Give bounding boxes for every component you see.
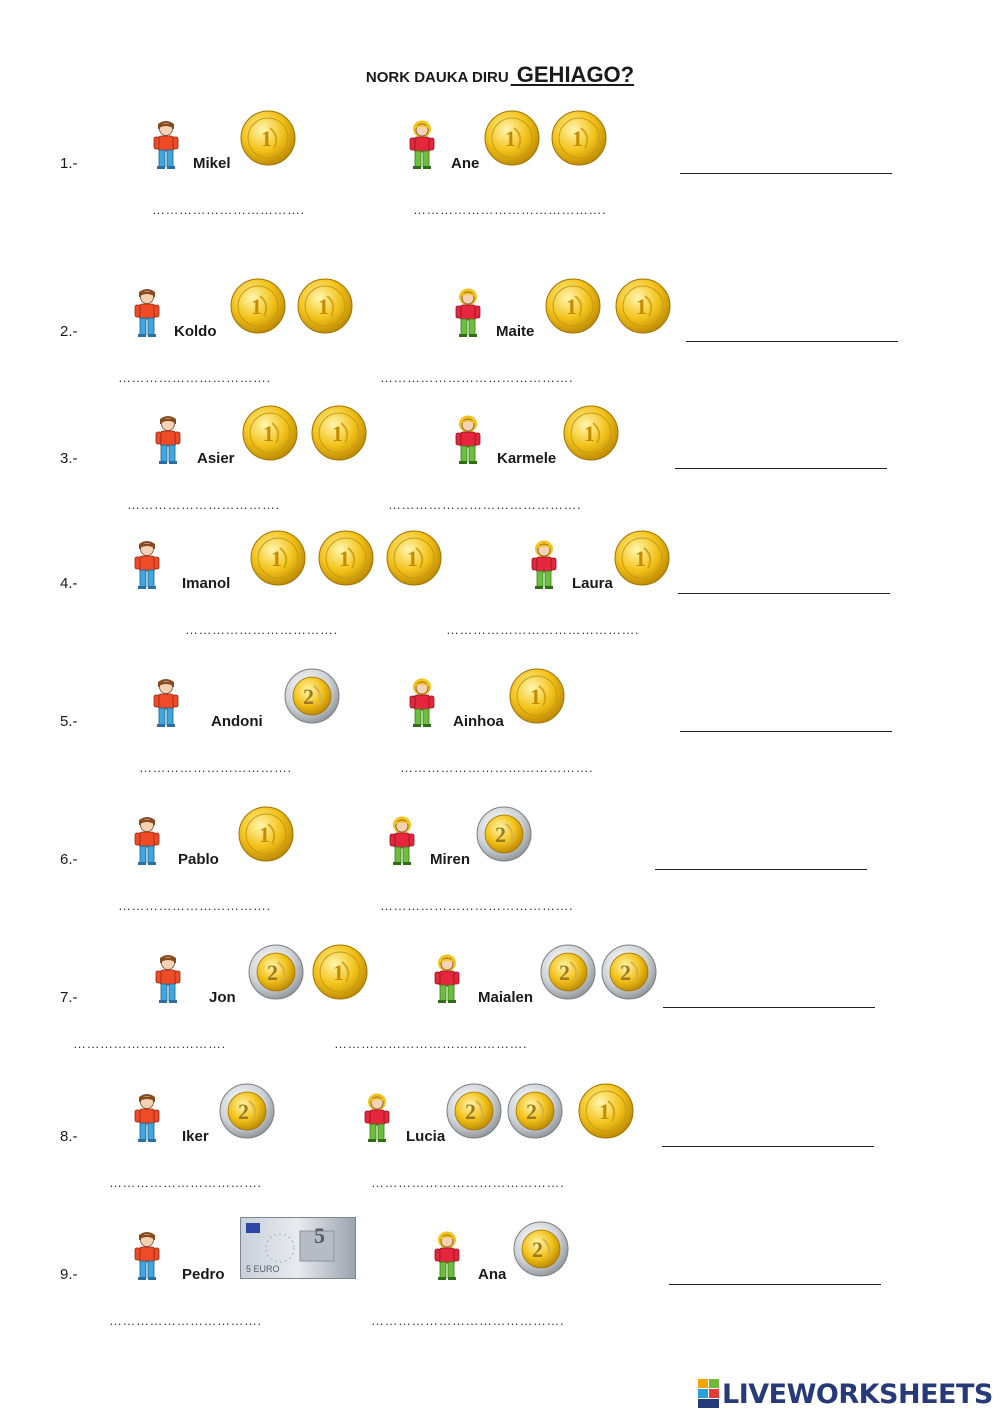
child-name: Laura [572, 575, 613, 592]
one-euro-coin [545, 278, 601, 334]
svg-text:1: 1 [318, 294, 329, 319]
worksheet-title [0, 62, 1000, 88]
child-name: Andoni [211, 713, 263, 730]
child-name: Iker [182, 1128, 209, 1145]
answer-line[interactable] [675, 468, 887, 469]
row-number: 3.- [60, 450, 78, 467]
svg-text:1: 1 [635, 546, 646, 571]
svg-text:1: 1 [566, 294, 577, 319]
answer-dots[interactable]: ……………………………. [118, 898, 271, 913]
svg-text:5: 5 [314, 1223, 325, 1248]
one-euro-coin [297, 278, 353, 334]
answer-line[interactable] [663, 1007, 875, 1008]
girl-icon [363, 1093, 391, 1143]
svg-text:5 EURO: 5 EURO [246, 1264, 280, 1274]
one-euro-coin [312, 944, 368, 1000]
answer-dots[interactable]: ……………………………. [127, 497, 280, 512]
answer-line[interactable] [686, 341, 898, 342]
svg-text:1: 1 [263, 421, 274, 446]
answer-line[interactable] [662, 1146, 874, 1147]
svg-text:2: 2 [465, 1099, 476, 1124]
two-euro-coin [476, 806, 532, 862]
girl-icon [530, 540, 558, 590]
one-euro-coin [311, 405, 367, 461]
one-euro-coin [242, 405, 298, 461]
row-number: 2.- [60, 323, 78, 340]
two-euro-coin [540, 944, 596, 1000]
svg-text:2: 2 [526, 1099, 537, 1124]
answer-line[interactable] [669, 1284, 881, 1285]
svg-text:2: 2 [238, 1099, 249, 1124]
svg-text:1: 1 [636, 294, 647, 319]
boy-icon [152, 678, 180, 728]
one-euro-coin [509, 668, 565, 724]
svg-text:1: 1 [251, 294, 262, 319]
svg-text:1: 1 [505, 126, 516, 151]
child-name: Ana [478, 1266, 507, 1283]
liveworksheets-icon [698, 1379, 720, 1409]
svg-text:1: 1 [271, 546, 282, 571]
row-number: 4.- [60, 575, 78, 592]
girl-icon [408, 120, 436, 170]
answer-dots[interactable]: ……………………………………. [334, 1036, 528, 1051]
two-euro-coin [601, 944, 657, 1000]
girl-icon [433, 1231, 461, 1281]
child-name: Miren [430, 851, 471, 868]
answer-dots[interactable]: ……………………………. [152, 202, 305, 217]
boy-icon [133, 1231, 161, 1281]
svg-text:1: 1 [339, 546, 350, 571]
boy-icon [154, 954, 182, 1004]
answer-dots[interactable]: ……………………………. [118, 370, 271, 385]
svg-text:1: 1 [259, 822, 270, 847]
girl-icon [454, 415, 482, 465]
boy-icon [133, 816, 161, 866]
title-text: NORK DAUKA DIRU [365, 69, 509, 86]
row-number: 9.- [60, 1266, 78, 1283]
row-number: 8.- [60, 1128, 78, 1145]
svg-text:1: 1 [407, 546, 418, 571]
child-name: Koldo [174, 323, 217, 340]
one-euro-coin [614, 530, 670, 586]
two-euro-coin [513, 1221, 569, 1277]
answer-dots[interactable]: ……………………………………. [380, 370, 574, 385]
svg-text:1: 1 [333, 960, 344, 985]
child-name: Imanol [182, 575, 231, 592]
one-euro-coin [484, 110, 540, 166]
row-number: 7.- [60, 989, 78, 1006]
answer-dots[interactable]: ……………………………………. [371, 1175, 565, 1190]
answer-line[interactable] [678, 593, 890, 594]
child-name: Maite [496, 323, 535, 340]
one-euro-coin [615, 278, 671, 334]
girl-icon [388, 816, 416, 866]
title-emphasis: GEHIAGO? [510, 62, 635, 87]
child-name: Mikel [193, 155, 231, 172]
two-euro-coin [507, 1083, 563, 1139]
one-euro-coin [318, 530, 374, 586]
svg-text:1: 1 [530, 684, 541, 709]
answer-dots[interactable]: ……………………………………. [380, 898, 574, 913]
row-number: 6.- [60, 851, 78, 868]
svg-text:2: 2 [495, 822, 506, 847]
child-name: Lucia [406, 1128, 446, 1145]
child-name: Maialen [478, 989, 534, 1006]
child-name: Jon [209, 989, 236, 1006]
row-number: 1.- [60, 155, 78, 172]
svg-text:2: 2 [620, 960, 631, 985]
svg-text:1: 1 [599, 1099, 610, 1124]
answer-line[interactable] [655, 869, 867, 870]
answer-dots[interactable]: ……………………………. [73, 1036, 226, 1051]
answer-dots[interactable]: ……………………………. [109, 1175, 262, 1190]
answer-line[interactable] [680, 173, 892, 174]
row-number: 5.- [60, 713, 78, 730]
answer-dots[interactable]: ……………………………. [139, 760, 292, 775]
one-euro-coin [238, 806, 294, 862]
one-euro-coin [230, 278, 286, 334]
answer-dots[interactable]: ……………………………………. [413, 202, 607, 217]
svg-text:2: 2 [267, 960, 278, 985]
girl-icon [454, 288, 482, 338]
one-euro-coin [551, 110, 607, 166]
answer-dots[interactable]: ……………………………. [109, 1313, 262, 1328]
one-euro-coin [563, 405, 619, 461]
answer-dots[interactable]: ……………………………………. [371, 1313, 565, 1328]
one-euro-coin [386, 530, 442, 586]
brand-name: LIVEWORKSHEETS [722, 1378, 993, 1410]
answer-dots[interactable]: ……………………………. [185, 622, 338, 637]
answer-dots[interactable]: ……………………………………. [446, 622, 640, 637]
one-euro-coin [250, 530, 306, 586]
svg-text:1: 1 [332, 421, 343, 446]
child-name: Pedro [182, 1266, 225, 1283]
one-euro-coin [240, 110, 296, 166]
boy-icon [133, 540, 161, 590]
boy-icon [152, 120, 180, 170]
boy-icon [133, 288, 161, 338]
five-euro-note [240, 1217, 356, 1279]
two-euro-coin [248, 944, 304, 1000]
svg-text:2: 2 [532, 1237, 543, 1262]
one-euro-coin [578, 1083, 634, 1139]
girl-icon [408, 678, 436, 728]
svg-text:1: 1 [572, 126, 583, 151]
child-name: Ainhoa [453, 713, 504, 730]
child-name: Pablo [178, 851, 219, 868]
answer-dots[interactable]: ……………………………………. [400, 760, 594, 775]
liveworksheets-logo [698, 1378, 993, 1410]
two-euro-coin [284, 668, 340, 724]
svg-text:2: 2 [559, 960, 570, 985]
svg-text:2: 2 [303, 684, 314, 709]
child-name: Ane [451, 155, 480, 172]
boy-icon [133, 1093, 161, 1143]
answer-dots[interactable]: ……………………………………. [388, 497, 582, 512]
two-euro-coin [219, 1083, 275, 1139]
girl-icon [433, 954, 461, 1004]
two-euro-coin [446, 1083, 502, 1139]
svg-text:1: 1 [584, 421, 595, 446]
child-name: Asier [197, 450, 235, 467]
svg-text:1: 1 [261, 126, 272, 151]
boy-icon [154, 415, 182, 465]
answer-line[interactable] [680, 731, 892, 732]
child-name: Karmele [497, 450, 557, 467]
